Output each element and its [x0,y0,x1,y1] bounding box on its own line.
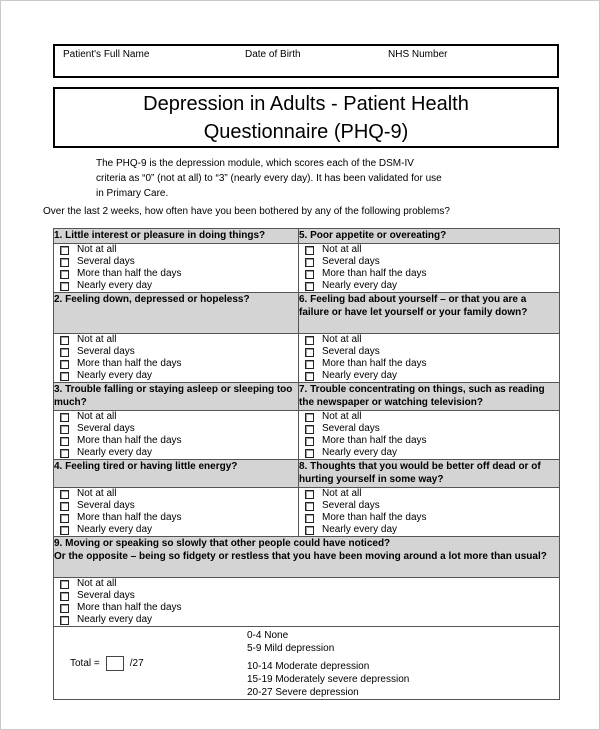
option-row[interactable] [305,423,559,435]
option-row[interactable] [305,370,559,382]
checkbox-icon[interactable] [305,336,314,345]
option-row[interactable] [60,411,298,423]
checkbox-icon[interactable] [305,413,314,422]
question-5-options [299,244,560,293]
option-label: Several days [77,346,135,357]
checkbox-icon[interactable] [305,348,314,357]
option-label: Nearly every day [322,447,398,458]
option-row[interactable] [305,512,559,524]
option-row[interactable] [60,435,298,447]
option-label: More than half the days [322,435,427,446]
option-label: Nearly every day [77,524,153,535]
checkbox-icon[interactable] [60,425,69,434]
checkbox-icon[interactable] [60,413,69,422]
question-9-line2: Or the opposite – being so fidgety or restless that you have been moving around a lot more than usual? [54,551,547,562]
checkbox-icon[interactable] [60,616,69,625]
checkbox-icon[interactable] [60,336,69,345]
question-4-options [54,488,299,537]
intro-paragraph [96,156,442,201]
option-label: Several days [77,256,135,267]
option-label: Nearly every day [77,370,153,381]
scoring-key [247,627,409,699]
instruction-text: Over the last 2 weeks, how often have you been bothered by any of the following problems? [43,206,450,217]
checkbox-icon[interactable] [305,490,314,499]
question-3-header: 3. Trouble falling or staying asleep or sleeping too much? [54,383,299,411]
option-row[interactable] [60,334,298,346]
option-label: Not at all [77,488,117,499]
option-label: Not at all [77,578,117,589]
option-row[interactable] [60,244,298,256]
option-label: Not at all [322,244,362,255]
option-label: More than half the days [322,358,427,369]
checkbox-icon[interactable] [305,526,314,535]
total-score-input-box[interactable] [106,656,124,671]
scoring-key-item: 5-9 Mild depression [247,643,335,654]
option-label: Nearly every day [322,280,398,291]
option-label: Not at all [322,488,362,499]
questionnaire-table [53,228,560,700]
option-label: Several days [77,423,135,434]
option-label: More than half the days [77,512,182,523]
total-score-row [54,627,560,700]
option-row[interactable] [60,346,298,358]
checkbox-icon[interactable] [60,580,69,589]
option-label: More than half the days [77,602,182,613]
option-label: Not at all [77,334,117,345]
option-row[interactable] [305,411,559,423]
option-label: More than half the days [77,358,182,369]
option-row[interactable] [305,268,559,280]
option-label: More than half the days [322,512,427,523]
question-2-options [54,334,299,383]
question-4-header: 4. Feeling tired or having little energy? [54,460,299,488]
option-row[interactable] [305,244,559,256]
option-label: Several days [322,500,380,511]
option-label: Several days [322,346,380,357]
option-row[interactable] [60,614,559,626]
patient-name-field[interactable] [63,49,245,76]
checkbox-icon[interactable] [60,372,69,381]
option-row[interactable] [60,280,298,292]
question-6-options [299,334,560,383]
checkbox-icon[interactable] [60,270,69,279]
question-9-line1: 9. Moving or speaking so slowly that other people could have noticed? [54,538,391,549]
checkbox-icon[interactable] [305,270,314,279]
nhs-number-field[interactable] [388,49,557,76]
option-row[interactable] [60,256,298,268]
option-row[interactable] [305,334,559,346]
checkbox-icon[interactable] [60,348,69,357]
option-label: More than half the days [77,268,182,279]
option-label: Several days [322,256,380,267]
option-row[interactable] [60,268,298,280]
option-label: Several days [77,500,135,511]
checkbox-icon[interactable] [60,514,69,523]
checkbox-icon[interactable] [60,246,69,255]
question-3-options [54,411,299,460]
option-row[interactable] [305,358,559,370]
checkbox-icon[interactable] [60,449,69,458]
option-row[interactable] [60,423,298,435]
option-row[interactable] [305,447,559,459]
option-row[interactable] [60,512,298,524]
nhs-number-label: NHS Number [388,49,448,60]
checkbox-icon[interactable] [305,437,314,446]
scoring-key-item: 20-27 Severe depression [247,687,359,698]
question-8-options [299,488,560,537]
option-label: Nearly every day [322,370,398,381]
question-2-header: 2. Feeling down, depressed or hopeless? [54,293,299,334]
question-1-options [54,244,299,293]
question-1-header: 1. Little interest or pleasure in doing things? [54,229,299,244]
option-row[interactable] [305,524,559,536]
option-row[interactable] [305,500,559,512]
option-row[interactable] [60,488,298,500]
option-row[interactable] [305,280,559,292]
option-row[interactable] [60,602,559,614]
checkbox-icon[interactable] [60,437,69,446]
checkbox-icon[interactable] [305,258,314,267]
intro-line: in Primary Care. [96,188,169,199]
scoring-key-item: 15-19 Moderately severe depression [247,674,410,685]
option-label: Nearly every day [77,614,153,625]
form-title-box [53,87,559,148]
question-9-header [54,537,560,578]
scoring-key-item: 0-4 None [247,630,289,641]
option-row[interactable] [60,358,298,370]
checkbox-icon[interactable] [305,282,314,291]
question-7-options [299,411,560,460]
intro-line: The PHQ-9 is the depression module, which scores each of the DSM-IV [96,158,414,169]
option-row[interactable] [305,256,559,268]
checkbox-icon[interactable] [60,526,69,535]
option-row[interactable] [60,578,559,590]
checkbox-icon[interactable] [60,490,69,499]
question-8-header: 8. Thoughts that you would be better off dead or of hurting yourself in some way? [299,460,560,488]
checkbox-icon[interactable] [60,282,69,291]
option-label: Nearly every day [77,447,153,458]
question-6-header: 6. Feeling bad about yourself – or that you are a failure or have let yourself or your family down? [299,293,560,334]
option-row[interactable] [305,488,559,500]
question-5-header: 5. Poor appetite or overeating? [299,229,560,244]
option-row[interactable] [305,346,559,358]
checkbox-icon[interactable] [305,372,314,381]
option-label: Not at all [322,334,362,345]
total-label: Total = [70,657,100,669]
intro-line: criteria as “0” (not at all) to “3” (nearly every day). It has been validated for use [96,173,442,184]
option-row[interactable] [60,500,298,512]
question-9-options [54,578,560,627]
patient-name-label: Patient's Full Name [63,49,150,60]
scoring-key-item: 10-14 Moderate depression [247,661,370,672]
checkbox-icon[interactable] [60,592,69,601]
option-label: Not at all [322,411,362,422]
checkbox-icon[interactable] [60,502,69,511]
question-7-header: 7. Trouble concentrating on things, such as reading the newspaper or watching television? [299,383,560,411]
option-label: Several days [77,590,135,601]
checkbox-icon[interactable] [305,425,314,434]
option-row[interactable] [60,370,298,382]
checkbox-icon[interactable] [60,604,69,613]
checkbox-icon[interactable] [305,246,314,255]
checkbox-icon[interactable] [305,514,314,523]
option-label: Nearly every day [77,280,153,291]
option-label: Nearly every day [322,524,398,535]
checkbox-icon[interactable] [305,502,314,511]
checkbox-icon[interactable] [305,449,314,458]
checkbox-icon[interactable] [60,360,69,369]
date-of-birth-field[interactable] [245,49,388,76]
option-label: More than half the days [77,435,182,446]
patient-info-box [53,44,559,78]
option-row[interactable] [305,435,559,447]
total-suffix: /27 [129,657,144,669]
page-title: Depression in Adults - Patient Health Questionnaire (PHQ-9) [143,92,469,143]
checkbox-icon[interactable] [305,360,314,369]
option-label: Not at all [77,411,117,422]
option-label: Not at all [77,244,117,255]
checkbox-icon[interactable] [60,258,69,267]
option-row[interactable] [60,447,298,459]
option-label: More than half the days [322,268,427,279]
option-row[interactable] [60,524,298,536]
date-of-birth-label: Date of Birth [245,49,301,60]
option-row[interactable] [60,590,559,602]
total-score-area [54,627,247,699]
option-label: Several days [322,423,380,434]
